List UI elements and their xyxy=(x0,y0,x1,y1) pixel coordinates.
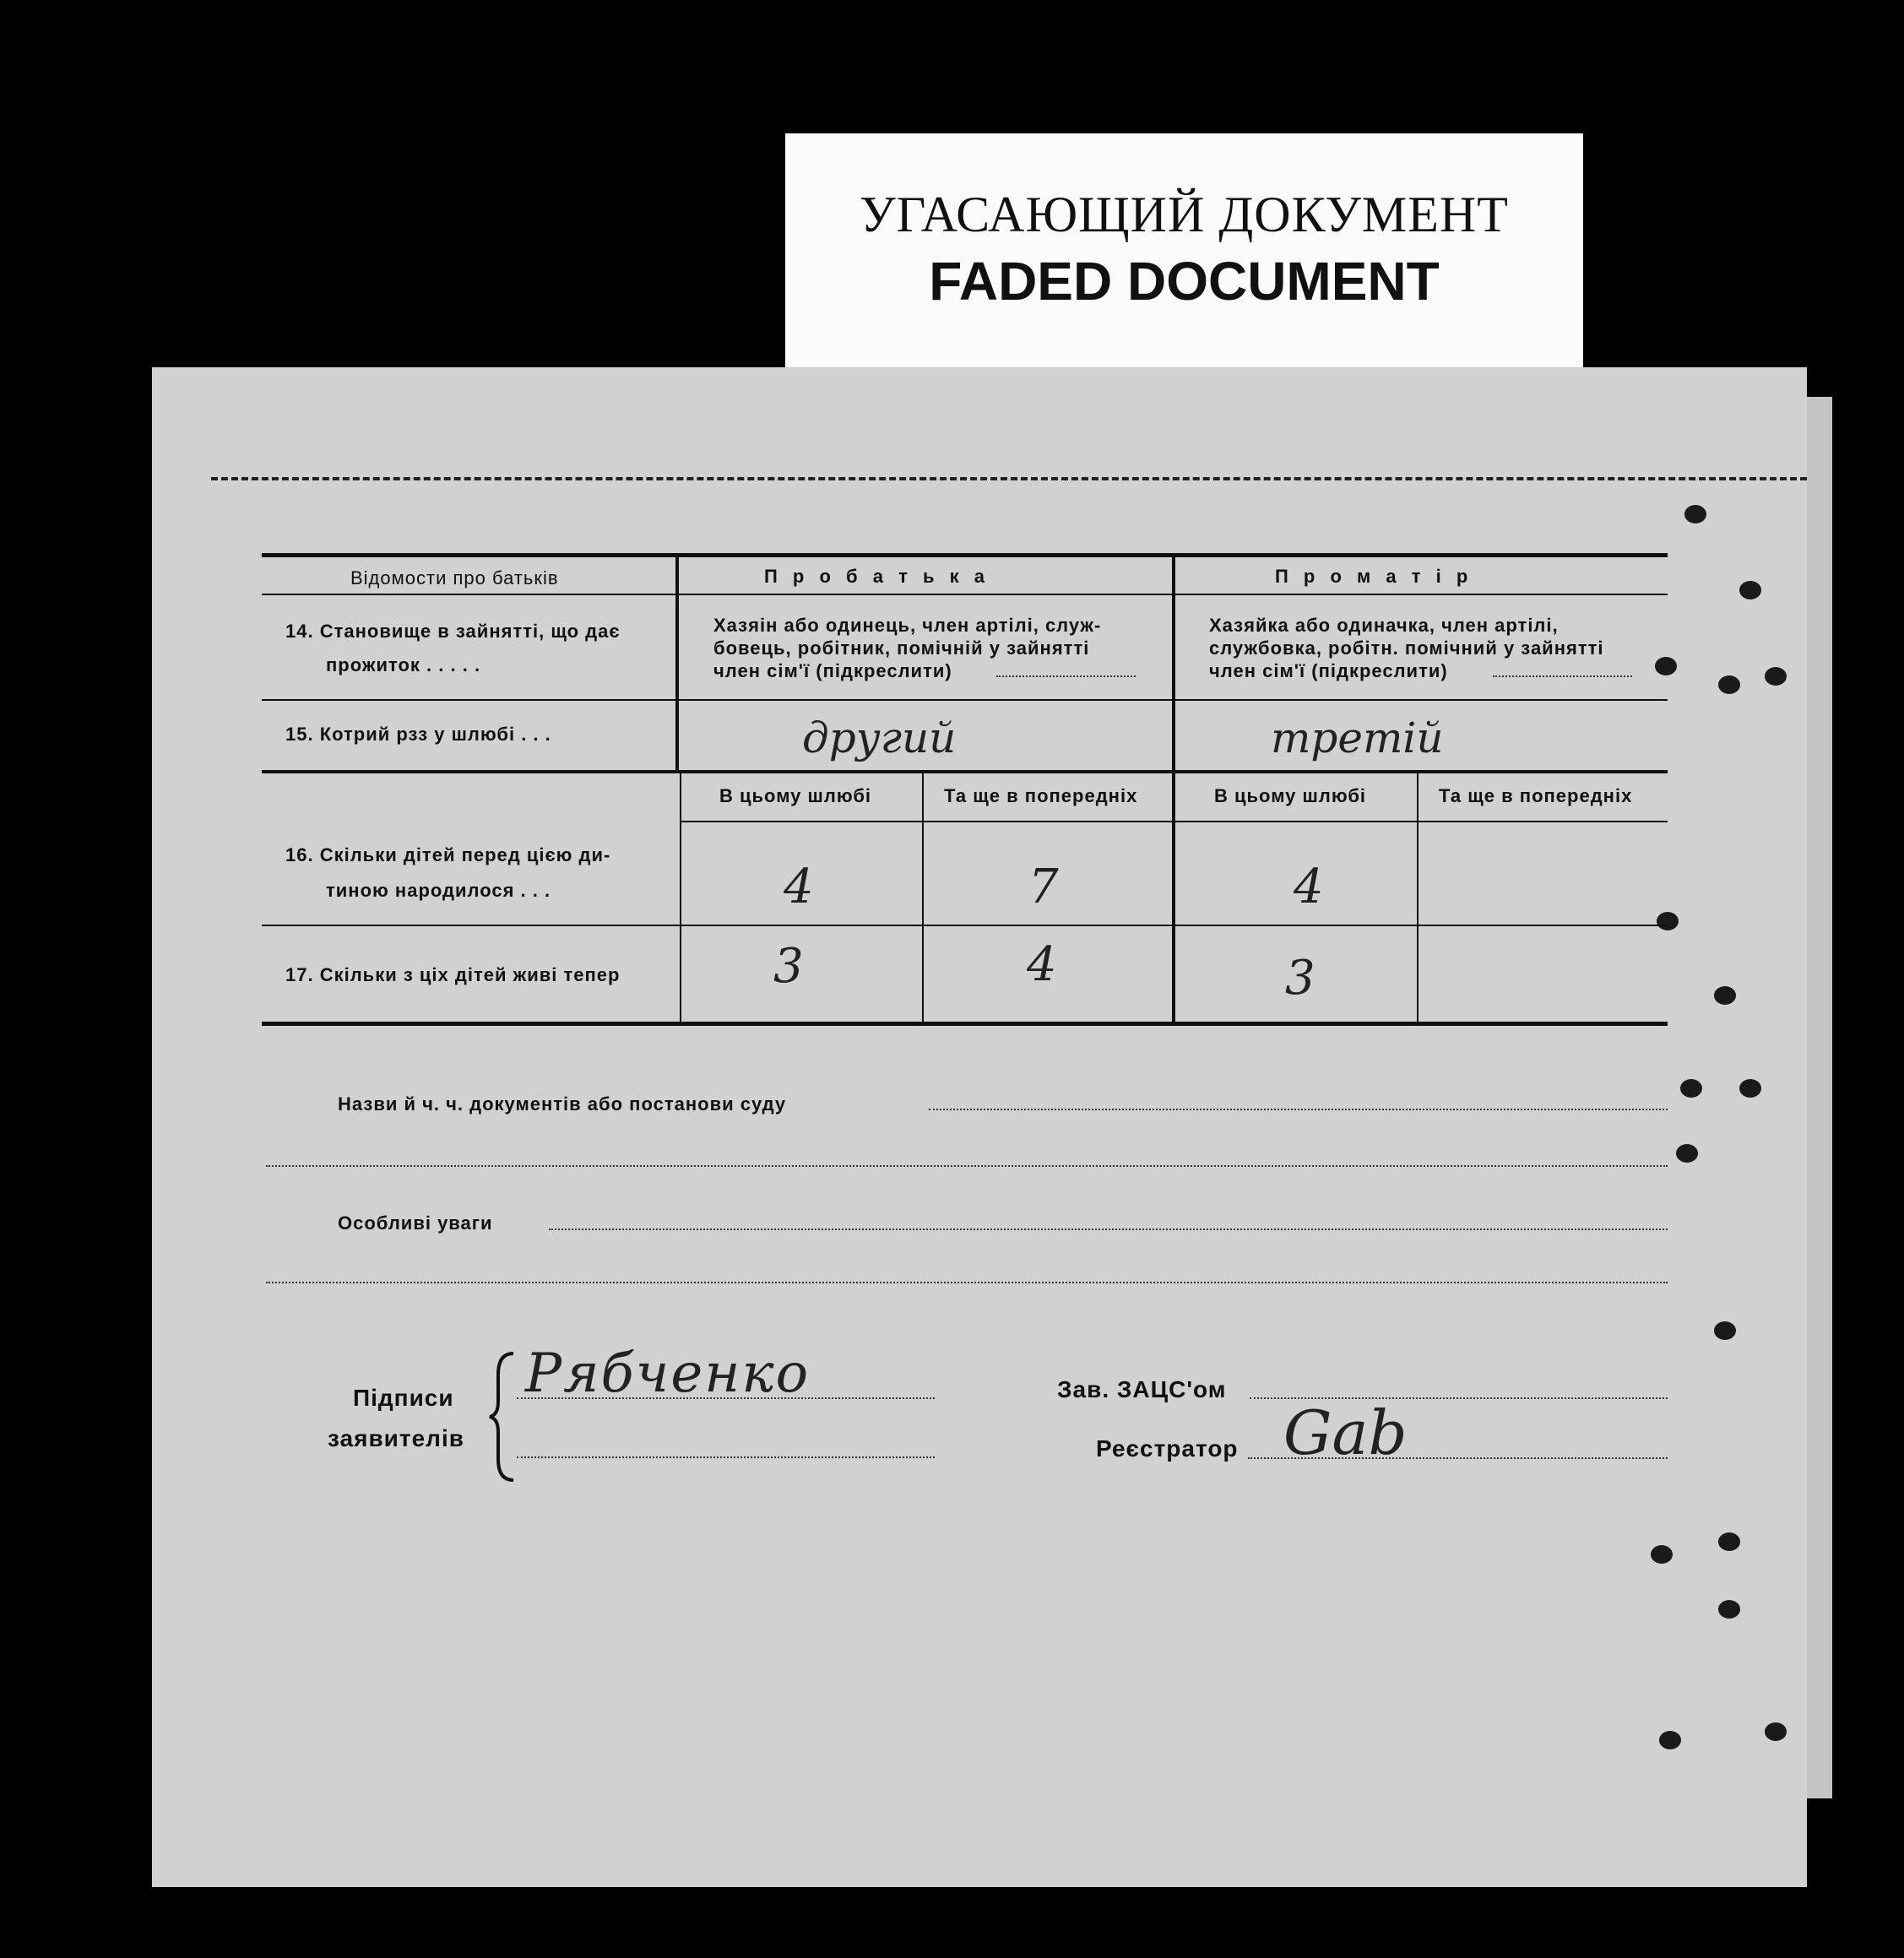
signatures-label-2: заявителів xyxy=(328,1425,464,1451)
row14-mother-1: Хазяйка або одиначка, член артілі, xyxy=(1209,615,1559,636)
punch-hole xyxy=(1718,1600,1740,1619)
row16-label-1: 16. Скільки дітей перед цією ди- xyxy=(285,844,611,865)
row14-mother-2: службовка, робітн. помічний у зайнятті xyxy=(1209,637,1604,659)
header-father: П р о б а т ь к а xyxy=(764,566,990,587)
punch-hole xyxy=(1651,1545,1673,1564)
signatures-brace xyxy=(488,1349,522,1484)
col-divider-2 xyxy=(1172,557,1175,1023)
col-divider-1 xyxy=(675,557,679,770)
notes-dots-2 xyxy=(266,1282,1668,1283)
row16-rule xyxy=(262,925,1668,926)
documents-label: Назви й ч. ч. документів або постанови суду xyxy=(338,1093,787,1115)
row17-father-this: 3 xyxy=(773,939,804,994)
label-russian: УГАСАЮЩИЙ ДОКУМЕНТ xyxy=(860,187,1509,242)
header-mother: П р о м а т і р xyxy=(1275,566,1473,587)
row14-rule xyxy=(262,699,1668,701)
form-sheet xyxy=(152,367,1807,1887)
punch-hole xyxy=(1659,1731,1681,1749)
subheader-prev-father: Та ще в попередніх xyxy=(944,785,1138,806)
applicant-signature: Рябченко xyxy=(525,1342,811,1405)
table-bottom-rule xyxy=(262,1022,1668,1026)
punch-hole xyxy=(1676,1144,1698,1163)
row15-label: 15. Котрий рзз у шлюбі . . . xyxy=(285,724,551,745)
table-top-rule xyxy=(262,553,1668,557)
punch-hole xyxy=(1684,505,1706,523)
header-rule xyxy=(262,594,1668,595)
punch-hole xyxy=(1680,1079,1702,1098)
subheader-this-mother: В цьому шлюбі xyxy=(1214,785,1367,806)
col-divider-m xyxy=(1417,770,1419,1023)
row14-father-2: бовець, робітник, помічній у зайнятті xyxy=(713,637,1090,659)
label-english: FADED DOCUMENT xyxy=(929,251,1440,312)
punch-hole xyxy=(1718,1532,1740,1551)
punch-hole xyxy=(1655,657,1677,675)
subheader-prev-mother: Та ще в попередніх xyxy=(1439,785,1633,806)
row14-father-dots xyxy=(996,675,1136,677)
notes-label: Особливі уваги xyxy=(338,1212,493,1234)
row17-label: 17. Скільки з ціх дітей живі тепер xyxy=(285,964,621,985)
row17-mother-this: 3 xyxy=(1285,951,1315,1006)
row16-label-2: тиною народилося . . . xyxy=(326,880,551,901)
punch-hole xyxy=(1739,1079,1761,1098)
applicant-dots-2 xyxy=(517,1456,935,1458)
row14-father-3: член сім'ї (підкреслити) xyxy=(713,660,952,681)
row15-father-value: другий xyxy=(802,713,957,762)
notes-dots xyxy=(549,1228,1668,1230)
punch-hole xyxy=(1714,986,1736,1005)
row14-label-1: 14. Становище в зайнятті, що дає xyxy=(285,621,621,642)
row17-father-prev: 4 xyxy=(1027,937,1057,992)
faded-document-label xyxy=(785,133,1583,378)
row14-father-1: Хазяін або одинець, член артілі, служ- xyxy=(713,615,1102,636)
row14-mother-dots xyxy=(1493,675,1632,677)
header-info: Відомости про батьків xyxy=(350,567,559,588)
punch-hole xyxy=(1765,1722,1787,1741)
documents-dots-2 xyxy=(266,1165,1668,1167)
punch-hole xyxy=(1765,667,1787,686)
punch-hole xyxy=(1714,1321,1736,1340)
punch-hole xyxy=(1718,675,1740,694)
documents-dots xyxy=(929,1109,1668,1110)
punch-hole xyxy=(1657,912,1679,930)
applicant-dots-1 xyxy=(517,1397,935,1399)
row15-mother-value: третій xyxy=(1271,713,1444,762)
punch-hole xyxy=(1739,581,1761,599)
row16-father-this: 4 xyxy=(784,860,814,914)
signatures-label-1: Підписи xyxy=(353,1385,454,1411)
registrar-label: Реєстратор xyxy=(1096,1435,1239,1462)
row14-mother-3: член сім'ї (підкреслити) xyxy=(1209,660,1448,681)
row16-mother-this: 4 xyxy=(1294,860,1324,914)
col-divider-f xyxy=(922,770,924,1023)
col-divider-1b xyxy=(680,770,681,1023)
registrar-signature: Gab xyxy=(1283,1397,1408,1468)
subheader-this-father: В цьому шлюбі xyxy=(719,785,872,806)
tear-line xyxy=(211,477,1807,480)
head-label: Зав. ЗАЦС'ом xyxy=(1057,1376,1227,1402)
row15-rule xyxy=(262,770,1668,773)
row14-label-2: прожиток . . . . . xyxy=(326,654,481,675)
row16-father-prev: 7 xyxy=(1028,860,1059,914)
